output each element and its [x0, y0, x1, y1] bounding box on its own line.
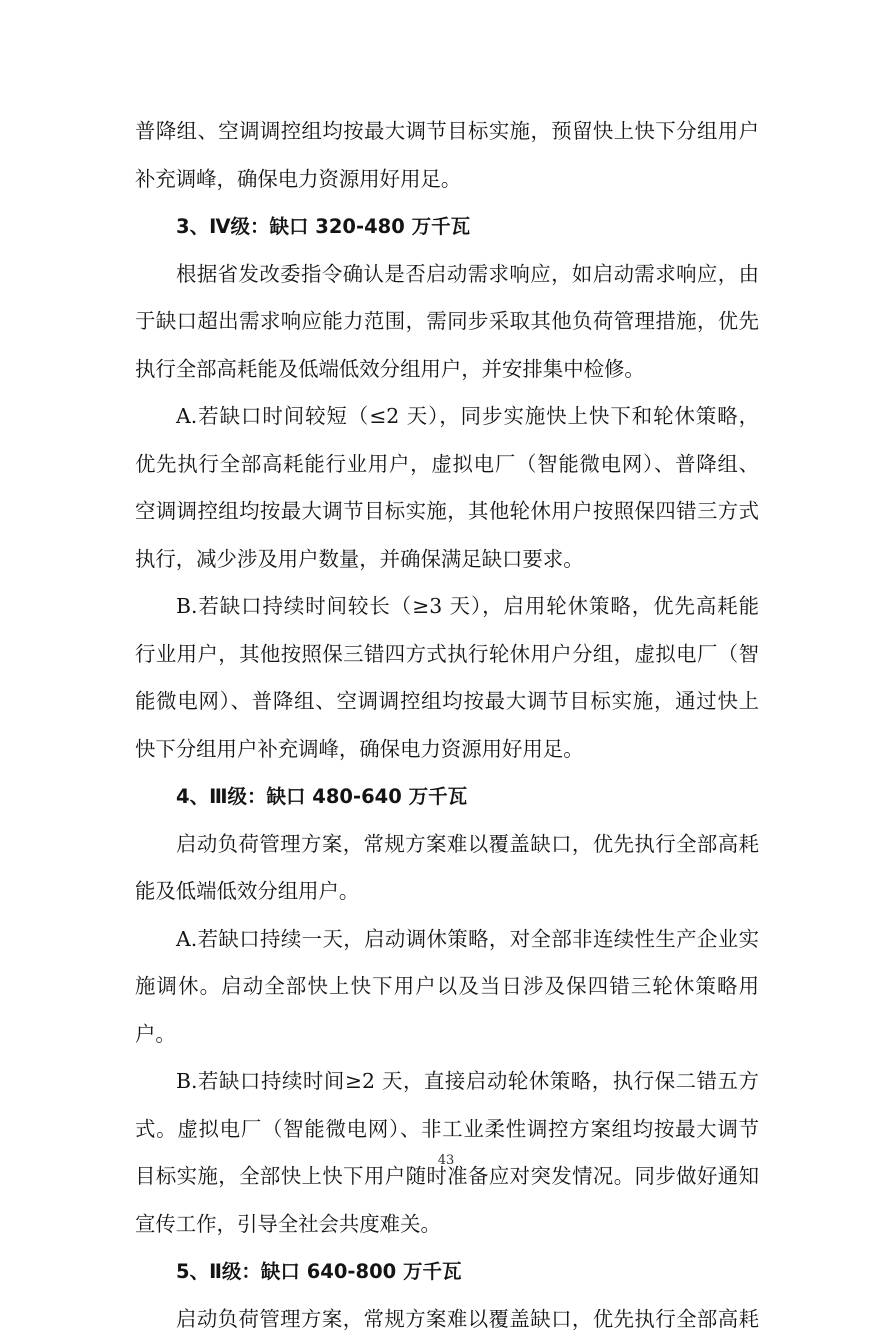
text-line: 能微电网）、普降组、空调调控组均按最大调节目标实施，通过快上	[135, 678, 759, 726]
text-line: 宣传工作，引导全社会共度难关。	[135, 1201, 759, 1249]
text-line: 执行，减少涉及用户数量，并确保满足缺口要求。	[135, 536, 759, 584]
text-line: 执行全部高耗能及低端低效分组用户，并安排集中检修。	[135, 346, 759, 394]
text-line: B.若缺口持续时间较长（≥3 天），启用轮休策略，优先高耗能	[135, 583, 759, 631]
text-line: 式。虚拟电厂（智能微电网）、非工业柔性调控方案组均按最大调节	[135, 1106, 759, 1154]
text-line: 普降组、空调调控组均按最大调节目标实施，预留快上快下分组用户	[135, 108, 759, 156]
text-line: 施调休。启动全部快上快下用户以及当日涉及保四错三轮休策略用	[135, 963, 759, 1011]
text-line: 目标实施，全部快上快下用户随时准备应对突发情况。同步做好通知	[135, 1153, 759, 1201]
text-line: 空调调控组均按最大调节目标实施，其他轮休用户按照保四错三方式	[135, 488, 759, 536]
text-line: 快下分组用户补充调峰，确保电力资源用好用足。	[135, 726, 759, 774]
text-line: 补充调峰，确保电力资源用好用足。	[135, 156, 759, 204]
page-number: 43	[0, 1153, 892, 1168]
text-line: 优先执行全部高耗能行业用户，虚拟电厂（智能微电网）、普降组、	[135, 441, 759, 489]
text-line: 启动负荷管理方案，常规方案难以覆盖缺口，优先执行全部高耗	[135, 821, 759, 869]
text-line: 根据省发改委指令确认是否启动需求响应，如启动需求响应，由	[135, 251, 759, 299]
text-line: A.若缺口持续一天，启动调休策略，对全部非连续性生产企业实	[135, 916, 759, 964]
section-heading: 4、Ⅲ级：缺口 480-640 万千瓦	[135, 773, 759, 821]
text-line: 户。	[135, 1011, 759, 1059]
text-line: 于缺口超出需求响应能力范围，需同步采取其他负荷管理措施，优先	[135, 298, 759, 346]
text-line: 启动负荷管理方案，常规方案难以覆盖缺口，优先执行全部高耗	[135, 1296, 759, 1343]
text-line: 能及低端低效分组用户。	[135, 868, 759, 916]
text-line: 行业用户，其他按照保三错四方式执行轮休用户分组，虚拟电厂（智	[135, 631, 759, 679]
section-heading: 3、Ⅳ级：缺口 320-480 万千瓦	[135, 203, 759, 251]
section-heading: 5、Ⅱ级：缺口 640-800 万千瓦	[135, 1248, 759, 1296]
text-line: B.若缺口持续时间≥2 天，直接启动轮休策略，执行保二错五方	[135, 1058, 759, 1106]
text-line: A.若缺口时间较短（≤2 天），同步实施快上快下和轮休策略，	[135, 393, 759, 441]
